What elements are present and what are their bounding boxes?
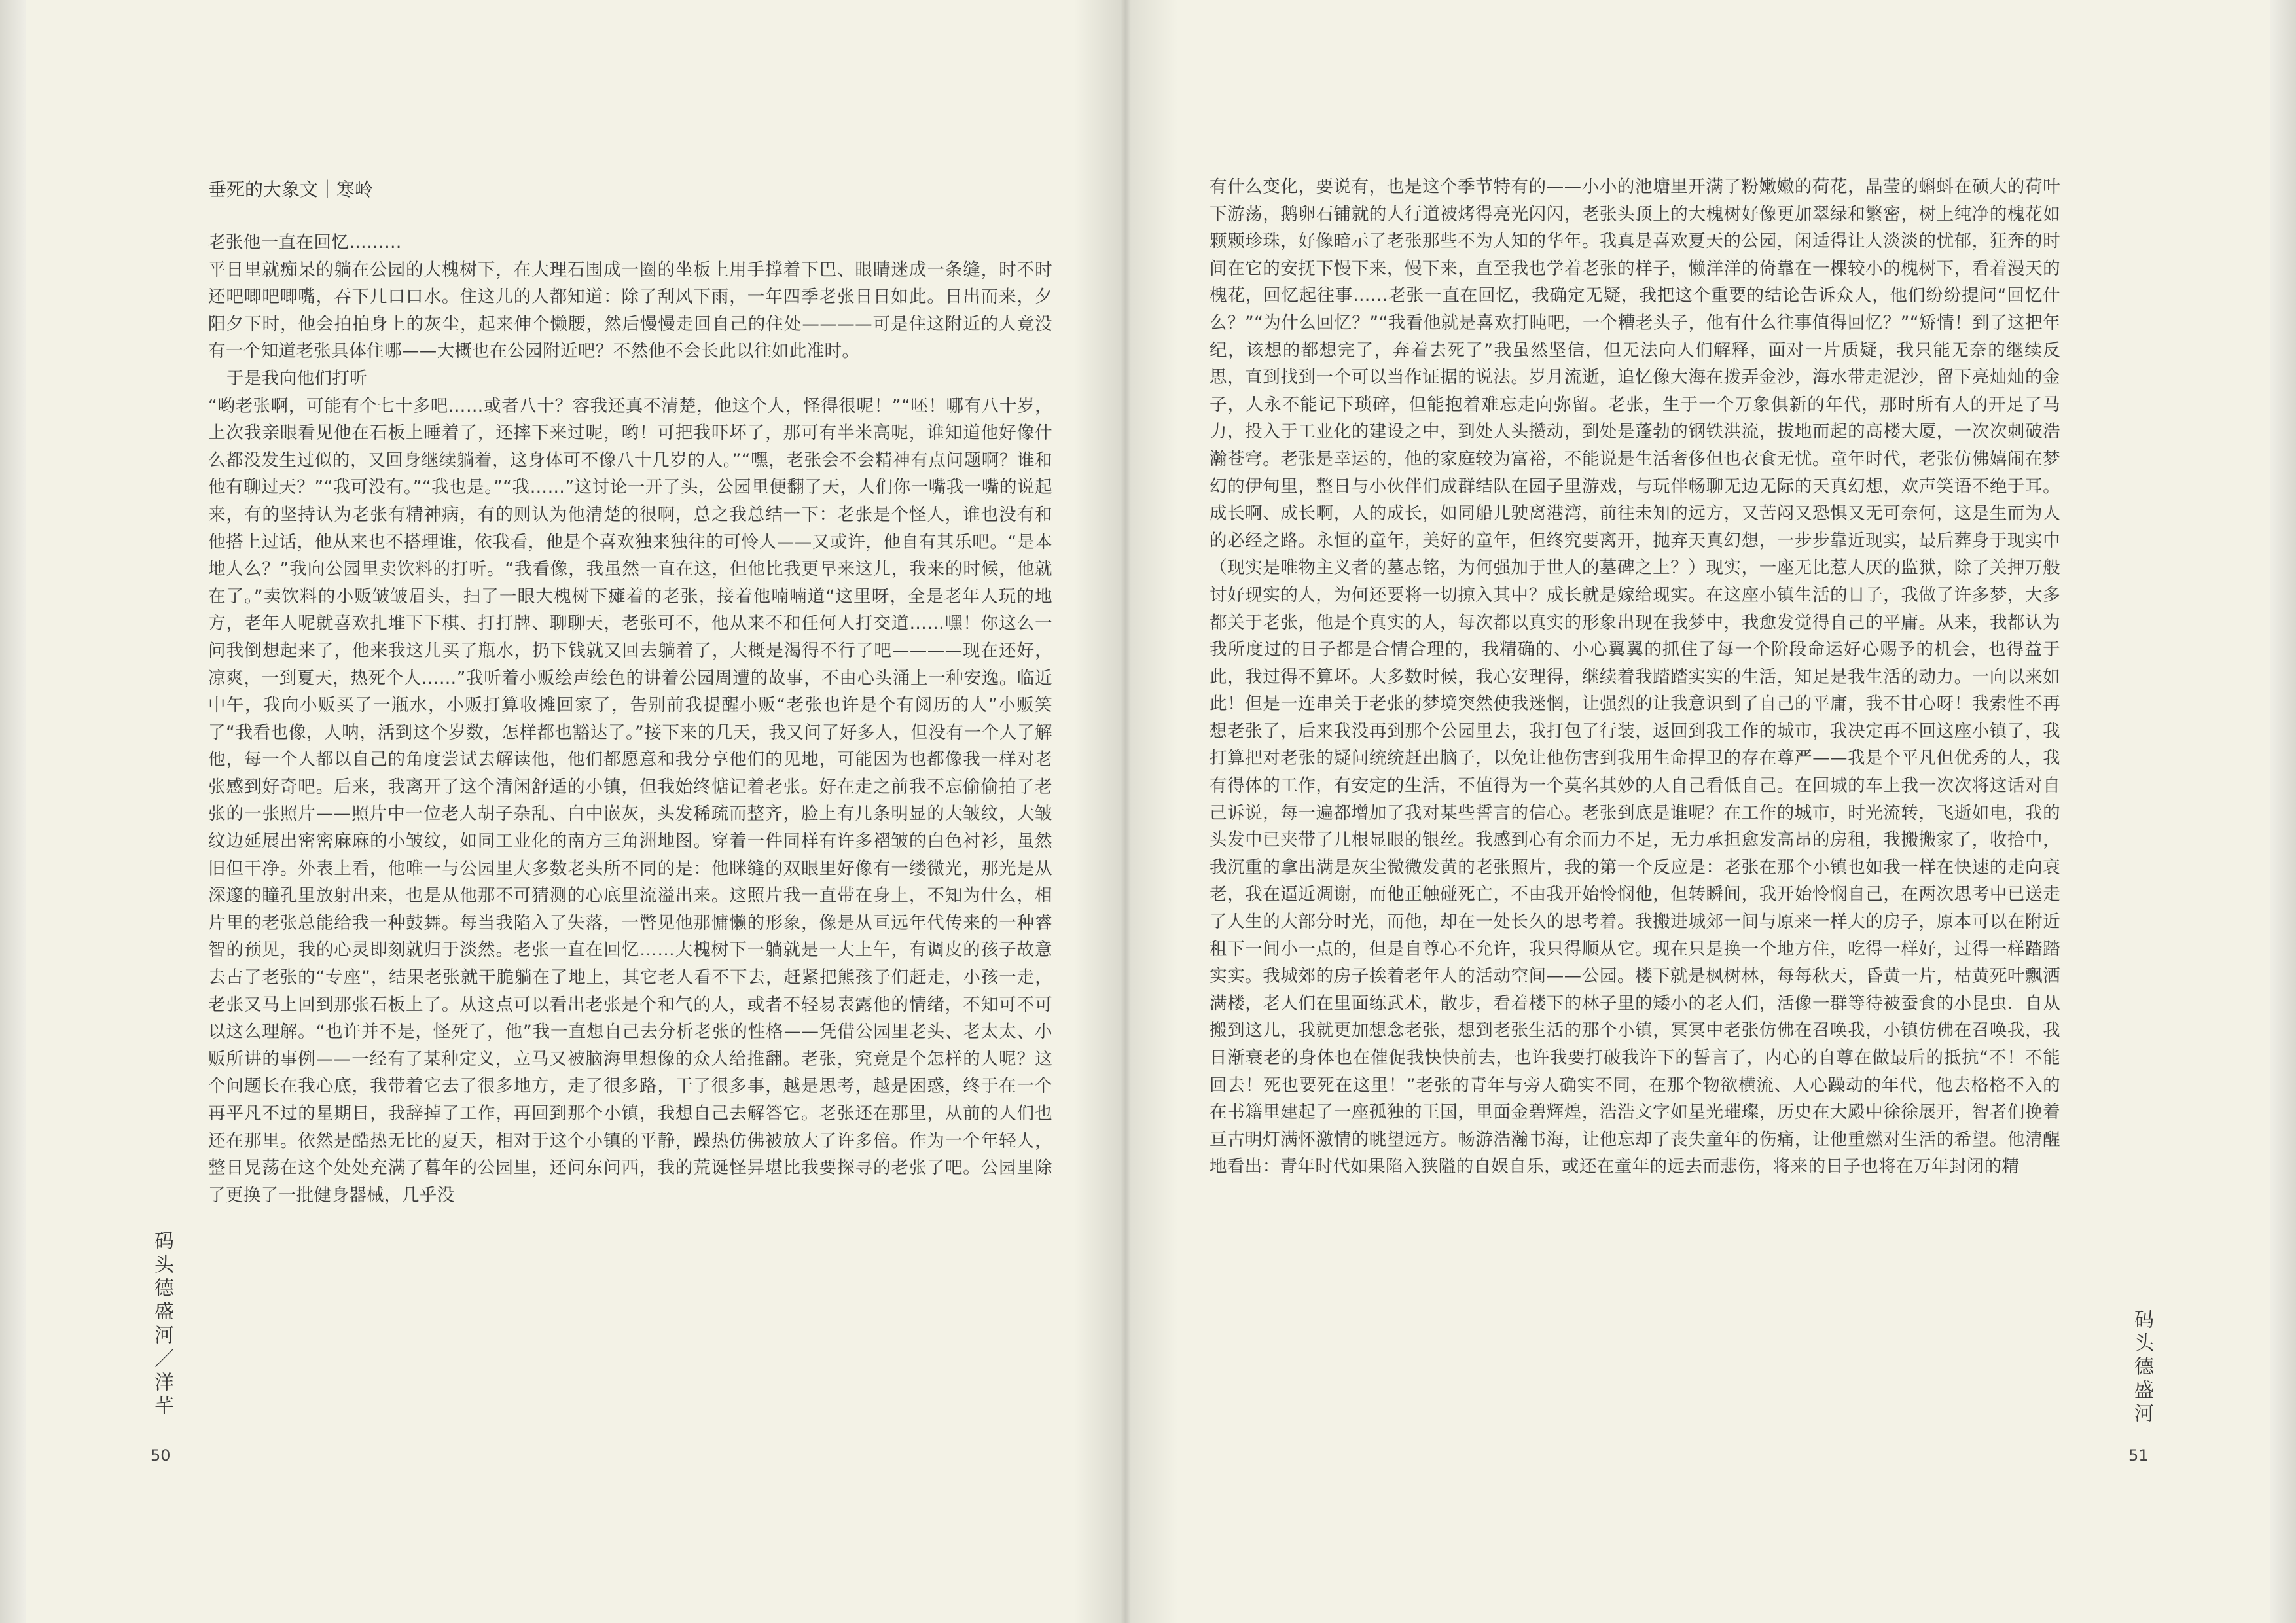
right-page-body: [1210, 173, 2060, 1181]
right-page-number: 51: [2128, 1446, 2149, 1465]
right-page-edge: [2270, 0, 2296, 1623]
left-side-title: 码头德盛河／洋芊: [151, 1230, 173, 1419]
left-page-body: [208, 229, 1052, 1209]
paragraph: 于是我向他们打听: [226, 368, 368, 389]
left-page-number: 50: [151, 1446, 171, 1465]
paragraph: 平日里就痴呆的躺在公园的大槐树下，在大理石围成一圈的坐板上用手撑着下巴、眼睛迷成一条缝，时不时还吧唧吧唧嘴，吞下几口口水。住这儿的人都知道：除了刮风下雨，一年四季老张日日如此。日出而来，夕阳夕下时，他会拍拍身上的灰尘，起来伸个懒腰，然后慢慢走回自己的住处————可是住这附近的人竟没有一个知道老张具体住哪——大概也在公园附近吧？不然他不会长此以往如此准时。: [208, 259, 1052, 362]
paragraph: “哟老张啊，可能有个七十多吧……或者八十？容我还真不清楚，他这个人，怪得很呢！”“呸！哪有八十岁，上次我亲眼看见他在石板上睡着了，还摔下来过呢，哟！可把我吓坏了，那可有半米高呢，谁知道他好像什么都没发生过似的，又回身继续躺着，这身体可不像八十几岁的人。”“嘿，老张会不会精神有点问题啊？谁和他有聊过天？”“我可没有。”“我也是。”“我……”这讨论一开了头，公园里便翻了天，人们你一嘴我一嘴的说起来，有的坚持认为老张有精神病，有的则认为他清楚的很啊，总之我总结一下：老张是个怪人，谁也没有和他搭上过话，他从来也不搭理谁，依我看，他是个喜欢独来独往的可怜人——又或许，他自有其乐吧。“是本地人么？”我向公园里卖饮料的打听。“我看像，我虽然一直在这，但他比我更早来这儿，我来的时候，他就在了。”卖饮料的小贩皱皱眉头，扫了一眼大槐树下瘫着的老张，接着他喃喃道“这里呀，全是老年人玩的地方，老年人呢就喜欢扎堆下下棋、打打牌、聊聊天，老张可不，他从来不和任何人打交道……嘿！你这么一问我倒想起来了，他来我这儿买了瓶水，扔下钱就又回去躺着了，大概是渴得不行了吧————现在还好，凉爽，一到夏天，热死个人……”我听着小贩绘声绘色的讲着公园周遭的故事，不由心头涌上一种安逸。临近中午，我向小贩买了一瓶水，小贩打算收摊回家了，告别前我提醒小贩“老张也许是个有阅历的人”小贩笑了“我看也像，人呐，活到这个岁数，怎样都也豁达了。”接下来的几天，我又问了好多人，但没有一个人了解他，每一个人都以自己的角度尝试去解读他，他们都愿意和我分享他们的见地，可能因为也都像我一样对老张感到好奇吧。后来，我离开了这个清闲舒适的小镇，但我始终惦记着老张。好在走之前我不忘偷偷拍了老张的一张照片——照片中一位老人胡子杂乱、白中嵌灰，头发稀疏而整齐，脸上有几条明显的大皱纹，大皱纹边延展出密密麻麻的小皱纹，如同工业化的南方三角洲地图。穿着一件同样有许多褶皱的白色衬衫，虽然旧但干净。外表上看，他唯一与公园里大多数老头所不同的是：他眯缝的双眼里好像有一缕微光，那光是从深邃的瞳孔里放射出来，也是从他那不可猜测的心底里流溢出来。这照片我一直带在身上，不知为什么，相片里的老张总能给我一种鼓舞。每当我陷入了失落，一瞥见他那慵懒的形象，像是从亘远年代传来的一种睿智的预见，我的心灵即刻就归于淡然。老张一直在回忆……大槐树下一躺就是一大上午，有调皮的孩子故意去占了老张的“专座”，结果老张就干脆躺在了地上，其它老人看不下去，赶紧把熊孩子们赶走，小孩一走，老张又马上回到那张石板上了。从这点可以看出老张是个和气的人，或者不轻易表露他的情绪，不知可不可以这么理解。“也许并不是，怪死了，他”我一直想自己去分析老张的性格——凭借公园里老头、老太太、小贩所讲的事例——一经有了某种定义，立马又被脑海里想像的众人给推翻。老张，究竟是个怎样的人呢？这个问题长在我心底，我带着它去了很多地方，走了很多路，干了很多事，越是思考，越是困惑，终于在一个再平凡不过的星期日，我辞掉了工作，再回到那个小镇，我想自己去解答它。老张还在那里，从前的人们也还在那里。依然是酷热无比的夏天，相对于这个小镇的平静，躁热仿佛被放大了许多倍。作为一个年轻人，整日晃荡在这个处处充满了暮年的公园里，还问东问西，我的荒诞怪异堪比我要探寻的老张了吧。公园里除了更换了一批健身器械，几乎没: [208, 395, 1052, 1205]
running-head: 垂死的大象文｜寒岭: [208, 179, 374, 200]
left-page-edge: [0, 0, 26, 1623]
paragraph: 有什么变化，要说有，也是这个季节特有的——小小的池塘里开满了粉嫩嫩的荷花，晶莹的蝌蚪在硕大的荷叶下游荡，鹅卵石铺就的人行道被烤得亮光闪闪，老张头顶上的大槐树好像更加翠绿和繁密，树上纯净的槐花如颗颗珍珠，好像暗示了老张那些不为人知的华年。我真是喜欢夏天的公园，闲适得让人淡淡的忧郁，狂奔的时间在它的安抚下慢下来，慢下来，直至我也学着老张的样子，懒洋洋的倚靠在一棵较小的槐树下，看着漫天的槐花，回忆起往事……老张一直在回忆，我确定无疑，我把这个重要的结论告诉众人，他们纷纷提问“回忆什么？”“为什么回忆？”“我看他就是喜欢打盹吧，一个糟老头子，他有什么往事值得回忆？”“矫情！到了这把年纪，该想的都想完了，奔着去死了”我虽然坚信，但无法向人们解释，面对一片质疑，我只能无奈的继续反思，直到找到一个可以当作证据的说法。岁月流逝，追忆像大海在拨弄金沙，海水带走泥沙，留下亮灿灿的金子，人永不能记下琐碎，但能抱着难忘走向弥留。老张，生于一个万象俱新的年代，那时所有人的开足了马力，投入于工业化的建设之中，到处人头攒动，到处是蓬勃的钢铁洪流，拔地而起的高楼大厦，一次次刺破浩瀚苍穹。老张是幸运的，他的家庭较为富裕，不能说是生活奢侈但也衣食无忧。童年时代，老张仿佛嬉闹在梦幻的伊甸里，整日与小伙伴们成群结队在园子里游戏，与玩伴畅聊无边无际的天真幻想，欢声笑语不绝于耳。成长啊、成长啊，人的成长，如同船儿驶离港湾，前往未知的远方，又苦闷又恐惧又无可奈何，这是生而为人的必经之路。永恒的童年，美好的童年，但终究要离开，抛弃天真幻想，一步步靠近现实，最后葬身于现实中（现实是唯物主义者的墓志铭，为何强加于世人的墓碑之上？）现实，一座无比惹人厌的监狱，除了关押万般讨好现实的人，为何还要将一切掠入其中？成长就是嫁给现实。在这座小镇生活的日子，我做了许多梦，大多都关于老张，他是个真实的人，每次都以真实的形象出现在我梦中，我愈发觉得自己的平庸。从来，我都认为我所度过的日子都是合情合理的，我精确的、小心翼翼的抓住了每一个阶段命运好心赐予的机会，也得益于此，我过得不算坏。大多数时候，我心安理得，继续着我踏踏实实的生活，知足是我生活的动力。一向以来如此！但是一连串关于老张的梦境突然使我迷惘，让强烈的让我意识到了自己的平庸，我不甘心呀！我索性不再想老张了，后来我没再到那个公园里去，我打包了行装，返回到我工作的城市，我决定再不回这座小镇了，我打算把对老张的疑问统统赶出脑子，以免让他伤害到我用生命捍卫的存在尊严——我是个平凡但优秀的人，我有得体的工作，有安定的生活，不值得为一个莫名其妙的人自己看低自己。在回城的车上我一次次将这话对自己诉说，每一遍都增加了我对某些誓言的信心。老张到底是谁呢？在工作的城市，时光流转，飞逝如电，我的头发中已夹带了几根显眼的银丝。我感到心有余而力不足，无力承担愈发高昂的房租，我搬搬家了，收拾中，我沉重的拿出满是灰尘微微发黄的老张照片，我的第一个反应是：老张在那个小镇也如我一样在快速的走向衰老，我在逼近凋谢，而他正触碰死亡，不由我开始怜悯他，但转瞬间，我开始怜悯自己，在两次思考中已送走了人生的大部分时光，而他，却在一处长久的思考着。我搬进城郊一间与原来一样大的房子，原本可以在附近租下一间小一点的，但是自尊心不允许，我只得顺从它。现在只是换一个地方住，吃得一样好，过得一样踏踏实实。我城郊的房子挨着老年人的活动空间——公园。楼下就是枫树林，每每秋天，昏黄一片，枯黄死叶飘洒满楼，老人们在里面练武术，散步，看着楼下的林子里的矮小的老人们，活像一群等待被蚕食的小昆虫．自从搬到这儿，我就更加想念老张，想到老张生活的那个小镇，冥冥中老张仿佛在召唤我，小镇仿佛在召唤我，我日渐衰老的身体也在催促我快快前去，也许我要打破我许下的誓言了，内心的自尊在做最后的抵抗“不！不能回去！死也要死在这里！”老张的青年与旁人确实不同，在那个物欲横流、人心躁动的年代，他去格格不入的在书籍里建起了一座孤独的王国，里面金碧辉煌，浩浩文字如星光璀璨，历史在大殿中徐徐展开，智者们挽着亘古明灯满怀激情的眺望远方。畅游浩瀚书海，让他忘却了丧失童年的伤痛，让他重燃对生活的希望。他清醒地看出：青年时代如果陷入狭隘的自娱自乐，或还在童年的远去而悲伤，将来的日子也将在万年封闭的精: [1210, 177, 2060, 1177]
paragraph: 老张他一直在回忆………: [208, 232, 402, 253]
book-gutter: [1073, 0, 1178, 1623]
right-side-title: 码头德盛河: [2130, 1309, 2153, 1427]
